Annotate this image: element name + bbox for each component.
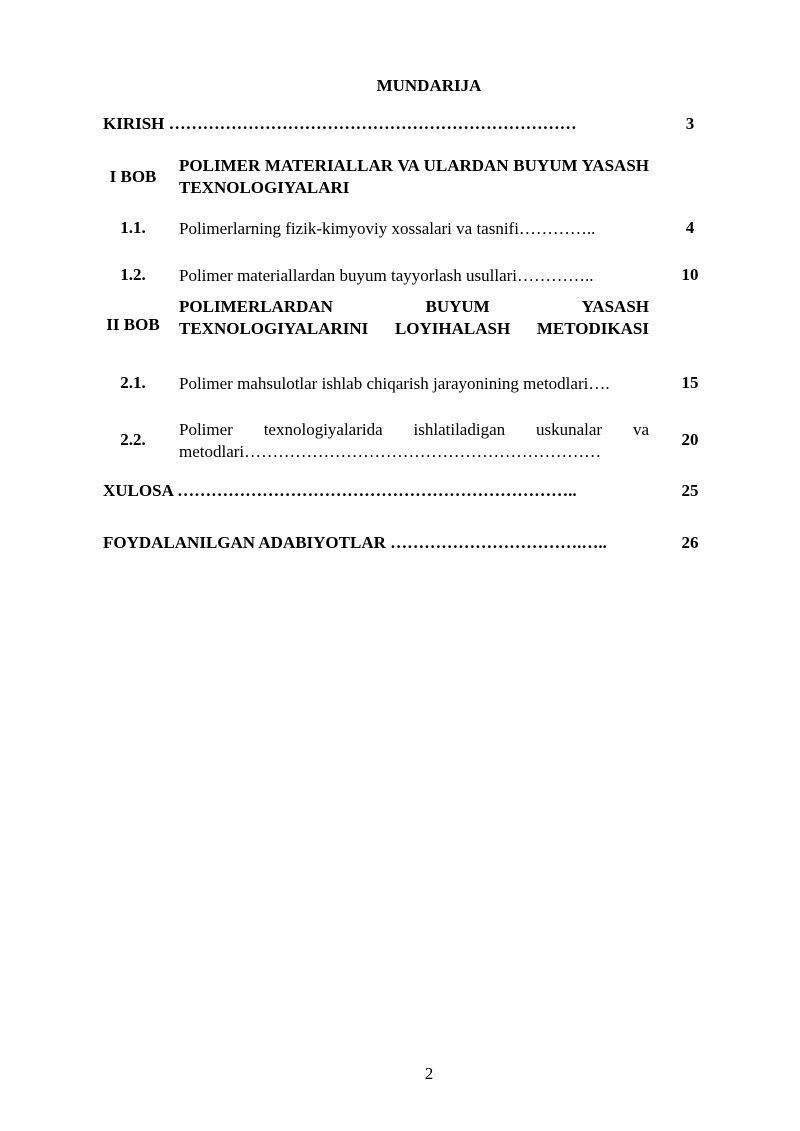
toc-page-number: 25 bbox=[681, 481, 699, 500]
toc-title: MUNDARIJA bbox=[376, 76, 482, 95]
section-title: Polimer mahsulotlar ishlab chiqarish jarayonining metodlari…. bbox=[179, 374, 610, 393]
section-number: 2.2. bbox=[120, 430, 146, 449]
toc-chapter-2[interactable] bbox=[0, 296, 800, 342]
section-number: 1.2. bbox=[120, 265, 146, 284]
chapter-number: I BOB bbox=[109, 167, 157, 186]
toc-label: FOYDALANILGAN ADABIYOTLAR …………………………….….. bbox=[103, 533, 607, 552]
section-title: Polimer materiallardan buyum tayyorlash usullari………….. bbox=[179, 266, 594, 285]
toc-page-number: 15 bbox=[681, 373, 699, 392]
chapter-title: POLIMERLARDAN BUYUM YASASH TEXNOLOGIYALARINI LOYIHALASH METODIKASI bbox=[179, 297, 649, 338]
toc-section-1-2[interactable] bbox=[0, 265, 800, 289]
toc-chapter-1[interactable] bbox=[0, 155, 800, 201]
toc-page-number: 3 bbox=[685, 114, 695, 133]
chapter-title: POLIMER MATERIALLAR VA ULARDAN BUYUM YASASH TEXNOLOGIYALARI bbox=[179, 156, 649, 197]
section-number: 2.1. bbox=[120, 373, 146, 392]
toc-section-2-1[interactable] bbox=[0, 373, 800, 397]
section-title: Polimer texnologiyalarida ishlatiladigan uskunalar va metodlari……………………………………………………… bbox=[179, 420, 649, 461]
section-title: Polimerlarning fizik-kimyoviy xossalari va tasnifi………….. bbox=[179, 219, 596, 238]
toc-page-number: 20 bbox=[681, 430, 699, 449]
toc-section-2-2[interactable] bbox=[0, 419, 800, 465]
toc-page-number: 4 bbox=[685, 218, 695, 237]
toc-section-1-1[interactable] bbox=[0, 218, 800, 242]
toc-label: XULOSA …………………………………………………………….. bbox=[103, 481, 577, 500]
section-number: 1.1. bbox=[120, 218, 146, 237]
toc-page-number: 10 bbox=[681, 265, 699, 284]
toc-entry-xulosa[interactable] bbox=[0, 481, 800, 505]
chapter-number: II BOB bbox=[106, 315, 160, 334]
toc-entry-kirish[interactable] bbox=[0, 114, 800, 138]
page-number: 2 bbox=[424, 1064, 434, 1083]
toc-page-number: 26 bbox=[681, 533, 699, 552]
toc-label: KIRISH ……………………………………………………………… bbox=[103, 114, 577, 133]
toc-entry-references[interactable] bbox=[0, 533, 800, 557]
